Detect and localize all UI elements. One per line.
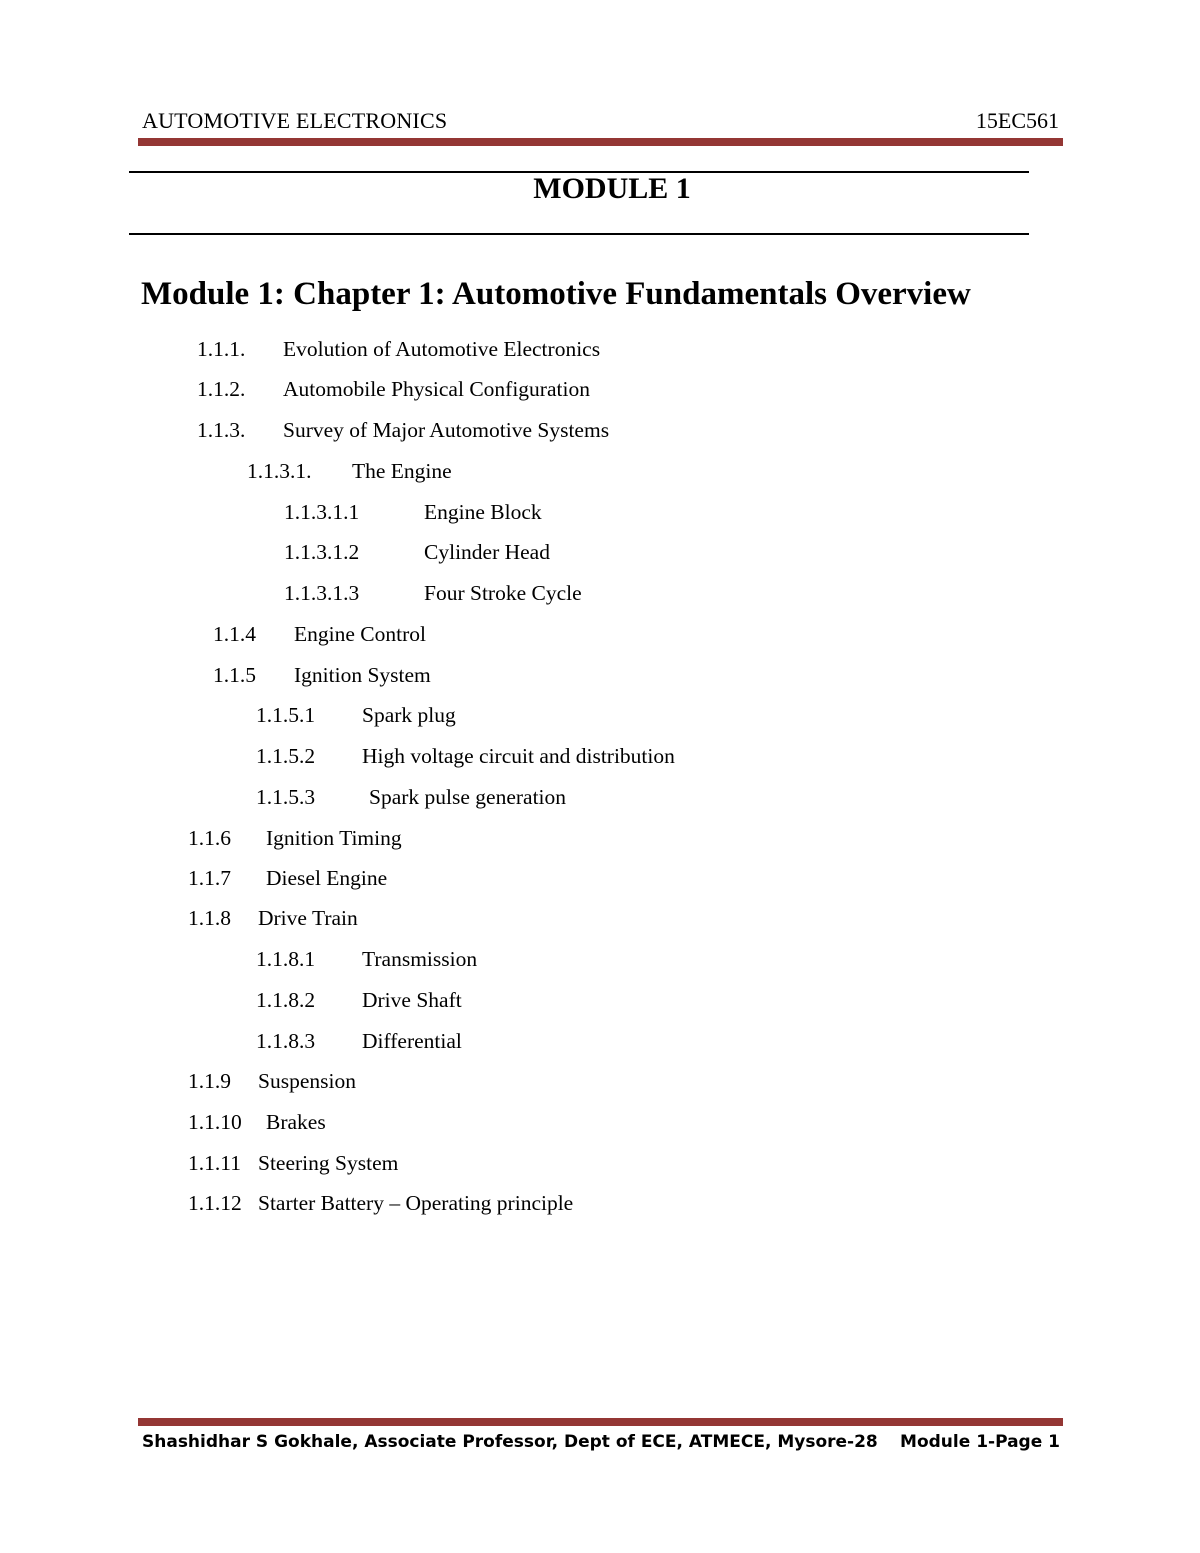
toc-number: 1.1.3.1.3 bbox=[284, 581, 360, 605]
toc-label: Steering System bbox=[258, 1151, 399, 1175]
toc-label: Spark plug bbox=[362, 703, 456, 727]
toc-number: 1.1.8 bbox=[188, 906, 231, 930]
toc-label: Ignition Timing bbox=[266, 826, 402, 850]
toc-number: 1.1.1. bbox=[197, 337, 246, 361]
toc-label: Drive Shaft bbox=[362, 988, 462, 1012]
toc-label: Diesel Engine bbox=[266, 866, 388, 890]
toc-number: 1.1.12 bbox=[188, 1191, 242, 1215]
toc-label: Starter Battery – Operating principle bbox=[258, 1191, 574, 1215]
toc-label: Engine Block bbox=[424, 500, 542, 524]
toc-label: Suspension bbox=[258, 1069, 356, 1093]
module-title: MODULE 1 bbox=[533, 172, 691, 205]
toc-number: 1.1.8.2 bbox=[256, 988, 316, 1012]
toc-number: 1.1.8.1 bbox=[256, 947, 316, 971]
toc-label: The Engine bbox=[352, 459, 452, 483]
toc-label: Engine Control bbox=[294, 622, 426, 646]
toc-number: 1.1.7 bbox=[188, 866, 231, 890]
footer-author: Shashidhar S Gokhale, Associate Professor, Dept of ECE, ATMECE, Mysore-28 bbox=[142, 1432, 878, 1452]
toc-label: Differential bbox=[362, 1029, 462, 1053]
toc-label: Cylinder Head bbox=[424, 540, 550, 564]
toc-number: 1.1.10 bbox=[188, 1110, 242, 1134]
toc-number: 1.1.3.1.1 bbox=[284, 500, 360, 524]
toc-label: Spark pulse generation bbox=[369, 785, 567, 809]
toc-label: Ignition System bbox=[294, 663, 431, 687]
toc-number: 1.1.5.3 bbox=[256, 785, 316, 809]
footer-accent-bar bbox=[138, 1418, 1063, 1426]
header-accent-bar bbox=[138, 138, 1063, 146]
toc-label: Automobile Physical Configuration bbox=[283, 377, 590, 401]
toc-number: 1.1.3.1.2 bbox=[284, 540, 360, 564]
header-course-title: AUTOMOTIVE ELECTRONICS bbox=[142, 108, 448, 133]
header-course-code: 15EC561 bbox=[975, 108, 1059, 133]
toc-number: 1.1.5.1 bbox=[256, 703, 316, 727]
toc-number: 1.1.3. bbox=[197, 418, 246, 442]
module-title-bottom-rule bbox=[129, 233, 1029, 235]
toc-number: 1.1.9 bbox=[188, 1069, 231, 1093]
toc-label: Transmission bbox=[362, 947, 478, 971]
toc-label: Evolution of Automotive Electronics bbox=[283, 337, 601, 361]
toc-label: Survey of Major Automotive Systems bbox=[283, 418, 610, 442]
toc-number: 1.1.3.1. bbox=[247, 459, 312, 483]
toc-number: 1.1.6 bbox=[188, 826, 231, 850]
toc-number: 1.1.5 bbox=[213, 663, 256, 687]
toc-label: Drive Train bbox=[258, 906, 358, 930]
footer-page-number: Module 1-Page 1 bbox=[900, 1432, 1060, 1452]
toc-number: 1.1.8.3 bbox=[256, 1029, 316, 1053]
toc-number: 1.1.11 bbox=[188, 1151, 241, 1175]
toc-label: Four Stroke Cycle bbox=[424, 581, 582, 605]
chapter-title: Module 1: Chapter 1: Automotive Fundamentals Overview bbox=[141, 276, 971, 312]
toc-number: 1.1.4 bbox=[213, 622, 256, 646]
toc-number: 1.1.2. bbox=[197, 377, 246, 401]
toc-label: High voltage circuit and distribution bbox=[362, 744, 675, 768]
toc-label: Brakes bbox=[266, 1110, 326, 1134]
toc-number: 1.1.5.2 bbox=[256, 744, 316, 768]
